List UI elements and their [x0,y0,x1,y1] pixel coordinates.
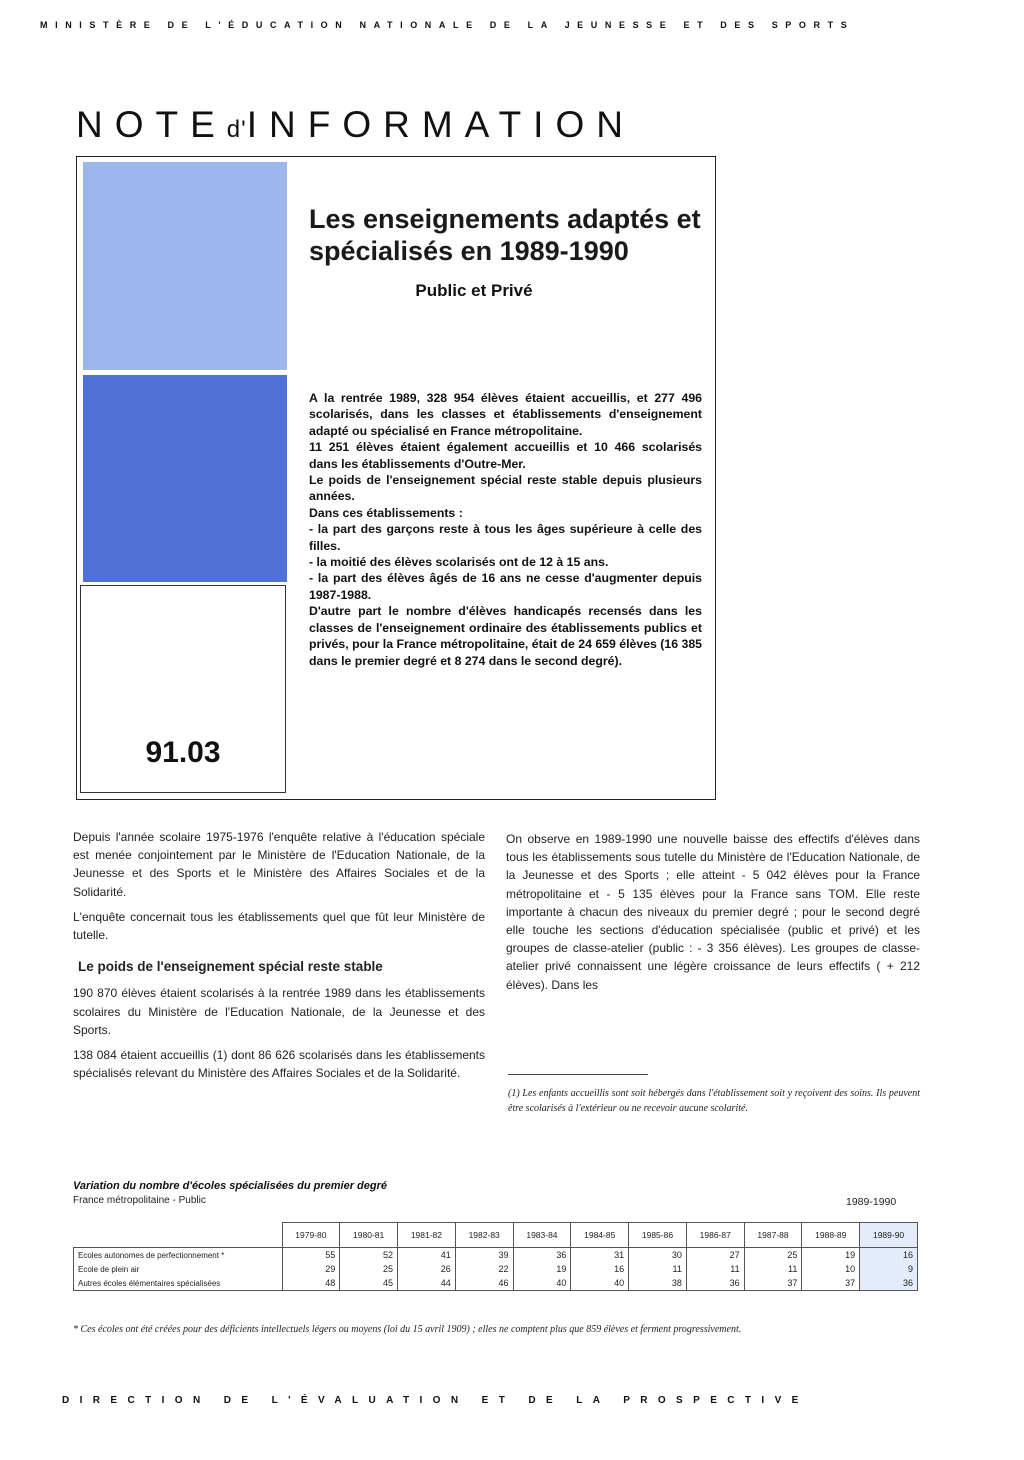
table-cell: 10 [802,1262,860,1276]
table-cell: 22 [455,1262,513,1276]
column-header: 1987-88 [744,1223,802,1248]
title-information: INFORMATION [246,104,635,145]
body-paragraph: Depuis l'année scolaire 1975-1976 l'enquête relative à l'éducation spéciale est menée conjointement par le Ministère de l'Education Nationale, de la Jeunesse et des Sports et le Ministère des Affaires Sociales et de la Solidarité. [73,830,485,899]
table-cell: 31 [571,1248,629,1263]
table-cell: 37 [744,1276,802,1291]
table-header-row [74,1223,918,1248]
document-title: Les enseignements adaptés et spécialisés en 1989-1990 [309,204,701,266]
document-subtitle: Public et Privé [415,281,533,300]
table-cell: 37 [802,1276,860,1291]
table-cell: 44 [398,1276,456,1291]
direction-footer: DIRECTION DE L'ÉVALUATION ET DE LA PROSPECTIVE [62,1395,809,1406]
left-column [73,828,485,1089]
table-cell: 19 [513,1262,571,1276]
row-label: Ecoles autonomes de perfectionnement * [74,1248,283,1263]
table-cell: 38 [629,1276,687,1291]
table-year: 1989-1990 [846,1196,897,1208]
table-corner [74,1223,283,1248]
code-panel [80,585,286,793]
row-label: Ecole de plein air [74,1262,283,1276]
column-header: 1989-90 [860,1223,918,1248]
table-cell: 11 [629,1262,687,1276]
table-scope: France métropolitaine - Public [73,1195,206,1206]
column-header: 1980-81 [340,1223,398,1248]
ministry-header: MINISTÈRE DE L'ÉDUCATION NATIONALE DE LA JEUNESSE ET DES SPORTS [40,20,855,30]
table-cell: 39 [455,1248,513,1263]
table-cell: 36 [686,1276,744,1291]
body-paragraph: 138 084 étaient accueillis (1) dont 86 626 scolarisés dans les établissements spécialisés relevant du Ministère des Affaires Sociales et de la Solidarité. [73,1048,485,1081]
table-cell: 11 [744,1262,802,1276]
table-row [74,1262,918,1276]
table-cell: 45 [340,1276,398,1291]
cover-box [76,156,716,800]
table-cell: 52 [340,1248,398,1263]
table-cell: 27 [686,1248,744,1263]
table-cell: 46 [455,1276,513,1291]
column-header: 1981-82 [398,1223,456,1248]
table-cell: 36 [860,1276,918,1291]
footnote: (1) Les enfants accueillis sont soit hébergés dans l'établissement soit y reçoivent des soins. Ils peuvent être scolarisés à l'extérieur ou ne recevoir aucune scolarité. [508,1088,920,1114]
table-row [74,1276,918,1291]
summary-paragraph: - la part des élèves âgés de 16 ans ne cesse d'augmenter depuis 1987-1988. [309,571,702,602]
table-cell: 9 [860,1262,918,1276]
light-blue-panel [83,162,287,370]
table-cell: 29 [282,1262,340,1276]
summary-paragraph: - la moitié des élèves scolarisés ont de 12 à 15 ans. [309,555,609,570]
summary [309,390,702,669]
publication-title [76,104,635,146]
table-footnote: * Ces écoles ont été créées pour des déficients intellectuels légers ou moyens (loi du 15 avril 1909) ; elles ne comptent plus que 859 élèves et ferment progressivement. [73,1324,742,1335]
table-caption: Variation du nombre d'écoles spécialisées du premier degré [73,1180,387,1192]
table-cell: 48 [282,1276,340,1291]
column-header: 1986-87 [686,1223,744,1248]
table-cell: 40 [513,1276,571,1291]
table-cell: 16 [860,1248,918,1263]
right-column [506,830,920,1001]
table-cell: 36 [513,1248,571,1263]
table-cell: 40 [571,1276,629,1291]
summary-paragraph: Le poids de l'enseignement spécial reste stable depuis plusieurs années. [309,473,702,504]
title-note: NOTE [76,104,227,145]
summary-paragraph: 11 251 élèves étaient également accueillis et 10 466 scolarisés dans les établissements d'Outre-Mer. [309,440,702,471]
row-label: Autres écoles élémentaires spécialisées [74,1276,283,1291]
section-heading: Le poids de l'enseignement spécial reste stable [78,959,383,975]
title-de: d' [226,116,247,143]
table-cell: 55 [282,1248,340,1263]
body-paragraph: 190 870 élèves étaient scolarisés à la rentrée 1989 dans les établissements scolaires du Ministère de l'Education Nationale, de la Jeunesse et des Sports. [73,986,485,1037]
body-paragraph: L'enquête concernait tous les établissements quel que fût leur Ministère de tutelle. [73,909,485,943]
column-header: 1982-83 [455,1223,513,1248]
table-cell: 19 [802,1248,860,1263]
column-header: 1979-80 [282,1223,340,1248]
column-header: 1985-86 [629,1223,687,1248]
column-header: 1984-85 [571,1223,629,1248]
footnote-divider [508,1074,648,1075]
note-number: 91.03 [145,736,221,769]
summary-paragraph: - la part des garçons reste à tous les âges supérieure à celle des filles. [309,522,702,553]
table-row [74,1248,918,1263]
table-cell: 25 [744,1248,802,1263]
schools-table [73,1222,918,1291]
dark-blue-panel [83,375,287,582]
table-cell: 30 [629,1248,687,1263]
column-header: 1988-89 [802,1223,860,1248]
summary-paragraph: A la rentrée 1989, 328 954 élèves étaient accueillis, et 277 496 scolarisés, dans les classes et établissements d'enseignement adapté ou spécialisé en France métropolitaine. [309,391,702,438]
summary-paragraph: Dans ces établissements : [309,505,463,520]
column-header: 1983-84 [513,1223,571,1248]
table-cell: 25 [340,1262,398,1276]
table-cell: 16 [571,1262,629,1276]
table-cell: 26 [398,1262,456,1276]
table-cell: 11 [686,1262,744,1276]
table-cell: 41 [398,1248,456,1263]
summary-paragraph: D'autre part le nombre d'élèves handicapés recensés dans les classes de l'enseignement ordinaire des établissements publics et privés, pour la France métropolitaine, était de 24 659 élèves (16 385 dans le premier degré et 8 274 dans le second degré). [309,604,702,668]
body-paragraph: On observe en 1989-1990 une nouvelle baisse des effectifs d'élèves dans tous les établissements sous tutelle du Ministère de l'Education Nationale, de la Jeunesse et des Sports ; elle atteint - 5 042 élèves pour la France métropolitaine et - 5 135 élèves pour la France sans TOM. Elle reste importante à chacun des niveaux du premier degré ; pour le second degré elle touche les sections d'éducation spécialisée (public et privé) et les groupes de classe-atelier (public : - 3 356 élèves). Les groupes de classe-atelier privé connaissent une légère croissance de leurs effectifs ( + 212 élèves). Dans les [506,832,920,992]
